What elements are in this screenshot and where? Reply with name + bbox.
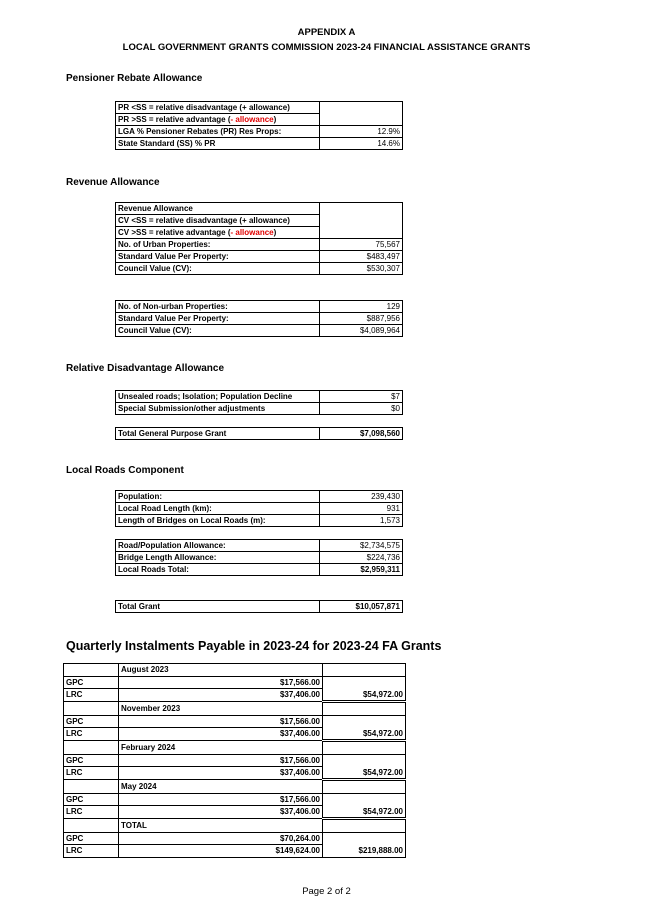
- period-february-2024: February 2024: [119, 741, 323, 755]
- gpc-august-2023: $17,566.00: [119, 676, 323, 689]
- period-may-2024: May 2024: [119, 780, 323, 794]
- revenue-urban-table: [115, 202, 403, 275]
- quarterly-table: [63, 663, 406, 858]
- total-grant-table: [115, 600, 403, 613]
- unsealed-roads-label: Unsealed roads; Isolation; Population Decline: [116, 391, 320, 403]
- grand-total: $219,888.00: [323, 845, 406, 858]
- lrc-label: LRC: [64, 767, 119, 780]
- urban-standard-value: $483,497: [320, 251, 403, 263]
- special-submission-value: $0: [320, 403, 403, 415]
- gpc-label: GPC: [64, 832, 119, 845]
- nonurban-standard-value: $887,956: [320, 313, 403, 325]
- period-august-2023: August 2023: [119, 664, 323, 677]
- lrc-label: LRC: [64, 845, 119, 858]
- roads-table: [115, 490, 403, 527]
- lrc-may-2024: $37,406.00: [119, 806, 323, 819]
- revenue-nonurban-table: [115, 300, 403, 337]
- quarterly-heading: Quarterly Instalments Payable in 2023-24 for 2023-24 FA Grants: [66, 639, 442, 653]
- road-length-label: Local Road Length (km):: [116, 503, 320, 515]
- revenue-heading: Revenue Allowance: [66, 177, 160, 188]
- disadvantage-heading: Relative Disadvantage Allowance: [66, 363, 225, 374]
- local-roads-total-label: Local Roads Total:: [116, 564, 320, 576]
- lrc-label: LRC: [64, 806, 119, 819]
- nonurban-standard-value-label: Standard Value Per Property:: [116, 313, 320, 325]
- period-total: TOTAL: [119, 819, 323, 833]
- total-february-2024: $54,972.00: [323, 767, 406, 780]
- local-roads-total-value: $2,959,311: [320, 564, 403, 576]
- total-grant-value: $10,057,871: [320, 601, 403, 613]
- document-title: LOCAL GOVERNMENT GRANTS COMMISSION 2023-24 FINANCIAL ASSISTANCE GRANTS: [122, 42, 531, 53]
- gpc-november-2023: $17,566.00: [119, 715, 323, 728]
- period-november-2023: November 2023: [119, 702, 323, 716]
- pensioner-lga-value: 12.9%: [320, 126, 403, 138]
- general-purpose-total-table: [115, 427, 403, 440]
- roads-allowance-table: [115, 539, 403, 576]
- pensioner-heading: Pensioner Rebate Allowance: [66, 73, 203, 84]
- road-length-value: 931: [320, 503, 403, 515]
- gpc-total: $70,264.00: [119, 832, 323, 845]
- pensioner-lga-label: LGA % Pensioner Rebates (PR) Res Props:: [116, 126, 320, 138]
- lrc-february-2024: $37,406.00: [119, 767, 323, 780]
- unsealed-roads-value: $7: [320, 391, 403, 403]
- road-population-allowance-value: $2,734,575: [320, 540, 403, 552]
- population-value: 239,430: [320, 491, 403, 503]
- bridge-length-value: 1,573: [320, 515, 403, 527]
- revenue-row-3: CV >SS = relative advantage (- allowance): [116, 227, 320, 239]
- gpc-label: GPC: [64, 793, 119, 806]
- pensioner-row-2: PR >SS = relative advantage (- allowance): [116, 114, 320, 126]
- gpc-february-2024: $17,566.00: [119, 754, 323, 767]
- general-purpose-total-label: Total General Purpose Grant: [116, 428, 320, 440]
- lrc-november-2023: $37,406.00: [119, 728, 323, 741]
- pensioner-state-value: 14.6%: [320, 138, 403, 150]
- urban-council-value: $530,307: [320, 263, 403, 275]
- disadvantage-table: [115, 390, 403, 415]
- nonurban-properties-label: No. of Non-urban Properties:: [116, 301, 320, 313]
- appendix-title: APPENDIX A: [297, 27, 356, 38]
- nonurban-council-value-label: Council Value (CV):: [116, 325, 320, 337]
- urban-standard-value-label: Standard Value Per Property:: [116, 251, 320, 263]
- total-may-2024: $54,972.00: [323, 806, 406, 819]
- pensioner-row-1: PR <SS = relative disadvantage (+ allowance): [116, 102, 320, 114]
- nonurban-council-value: $4,089,964: [320, 325, 403, 337]
- pensioner-state-label: State Standard (SS) % PR: [116, 138, 320, 150]
- gpc-label: GPC: [64, 715, 119, 728]
- total-august-2023: $54,972.00: [323, 689, 406, 702]
- gpc-may-2024: $17,566.00: [119, 793, 323, 806]
- bridge-allowance-label: Bridge Length Allowance:: [116, 552, 320, 564]
- bridge-allowance-value: $224,736: [320, 552, 403, 564]
- lrc-total: $149,624.00: [119, 845, 323, 858]
- lrc-august-2023: $37,406.00: [119, 689, 323, 702]
- roads-heading: Local Roads Component: [66, 465, 184, 476]
- urban-properties-value: 75,567: [320, 239, 403, 251]
- road-population-allowance-label: Road/Population Allowance:: [116, 540, 320, 552]
- pensioner-table: [115, 101, 403, 150]
- total-grant-label: Total Grant: [116, 601, 320, 613]
- gpc-label: GPC: [64, 754, 119, 767]
- lrc-label: LRC: [64, 728, 119, 741]
- page-number: Page 2 of 2: [302, 886, 351, 897]
- population-label: Population:: [116, 491, 320, 503]
- urban-properties-label: No. of Urban Properties:: [116, 239, 320, 251]
- nonurban-properties-value: 129: [320, 301, 403, 313]
- gpc-label: GPC: [64, 676, 119, 689]
- lrc-label: LRC: [64, 689, 119, 702]
- revenue-row-1: Revenue Allowance: [116, 203, 320, 215]
- revenue-row-2: CV <SS = relative disadvantage (+ allowance): [116, 215, 320, 227]
- general-purpose-total-value: $7,098,560: [320, 428, 403, 440]
- urban-council-value-label: Council Value (CV):: [116, 263, 320, 275]
- total-november-2023: $54,972.00: [323, 728, 406, 741]
- special-submission-label: Special Submission/other adjustments: [116, 403, 320, 415]
- bridge-length-label: Length of Bridges on Local Roads (m):: [116, 515, 320, 527]
